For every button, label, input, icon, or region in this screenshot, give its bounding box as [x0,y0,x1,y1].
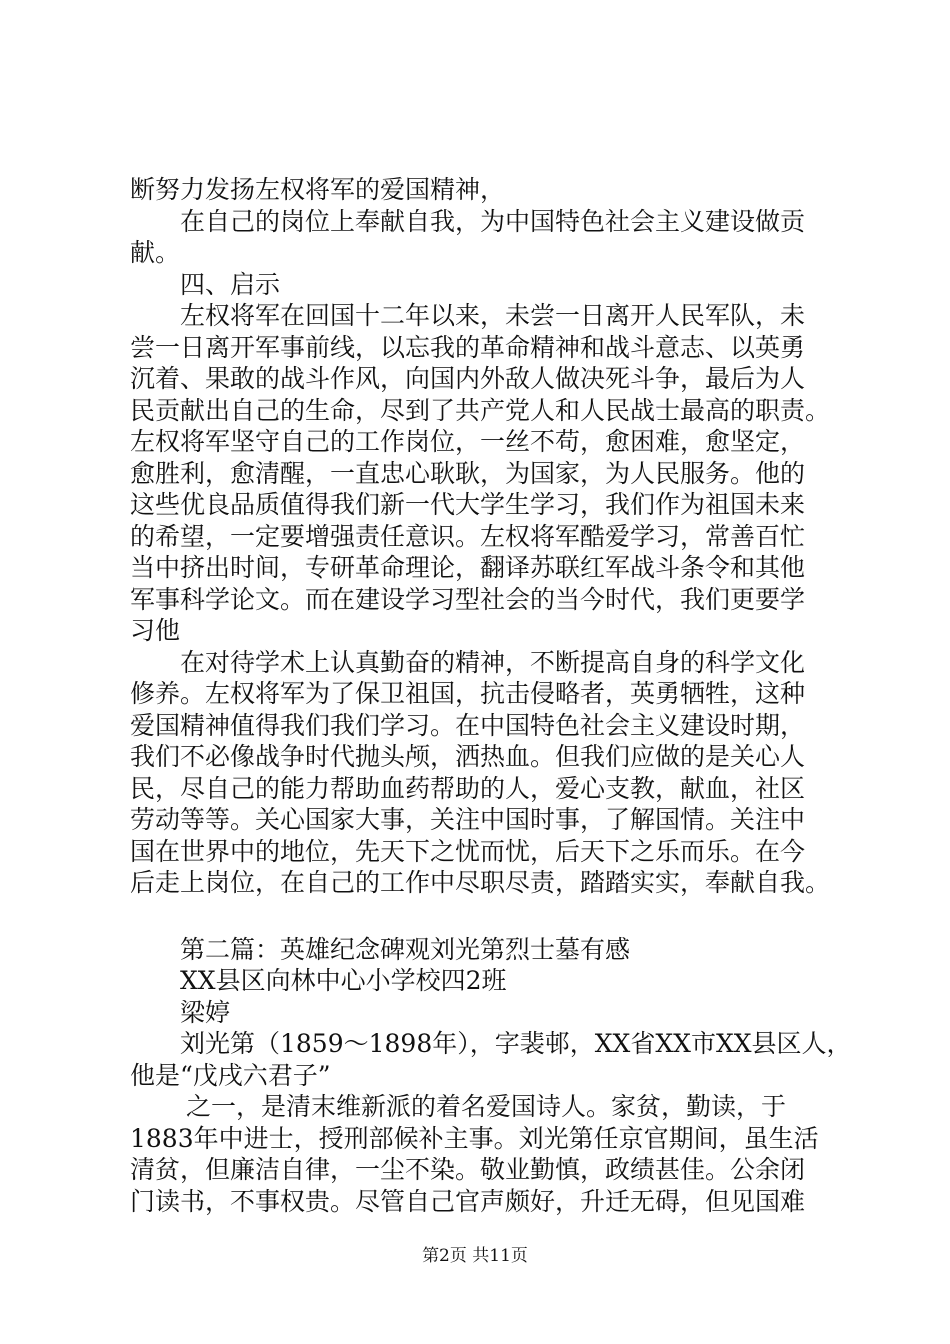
section-heading: 四、启示 [180,269,281,299]
text-line: 愈胜利，愈清醒，一直忠心耿耿，为国家，为人民服务。他的 [130,458,806,488]
text-line: 民贡献出自己的生命，尽到了共产党人和人民战士最高的职责。 [130,395,831,425]
text-line: 沉着、果敢的战斗作风，向国内外敌人做决死斗争，最后为人 [130,364,806,393]
section-one [130,174,842,899]
text-line: 献。 [130,238,181,267]
text-line: 左权将军在回国十二年以来，未尝一日离开人民军队，未 [180,301,806,330]
author-school: XX县区向林中心小学校四2班 [180,966,507,995]
text-line: 民，尽自己的能力帮助血药帮助的人，爱心支教，献血，社区 [130,773,806,803]
text-line: 我们不必像战争时代抛头颅，洒热血。但我们应做的是关心人 [130,742,806,771]
text-line: 他是“戊戌六君子” [130,1060,331,1090]
section-two [130,934,852,1218]
page-footer [0,1244,950,1268]
text-line: 后走上岗位，在自己的工作中尽职尽责，踏踏实实，奉献自我。 [130,868,831,897]
document-body [130,174,852,1217]
text-line: 在对待学术上认真勤奋的精神，不断提高自身的科学文化 [180,647,806,677]
text-line: 习他 [130,616,181,645]
text-line: 修养。左权将军为了保卫祖国，抗击侵略者，英勇牺牲，这种 [130,679,806,708]
section-gap [130,899,842,934]
text-line: 清贫，但廉洁自律，一尘不染。敬业勤慎，政绩甚佳。公余闭 [130,1155,806,1184]
text-line: 军事科学论文。而在建设学习型社会的当今时代，我们更要学 [130,584,806,614]
text-line: 尝一日离开军事前线，以忘我的革命精神和战斗意志、以英勇 [130,332,806,362]
text-line: 国在世界中的地位，先天下之忧而忧，后天下之乐而乐。在今 [130,836,806,866]
article-title: 第二篇：英雄纪念碑观刘光第烈士墓有感 [180,934,631,964]
text-line: 在自己的岗位上奉献自我，为中国特色社会主义建设做贡 [180,206,806,236]
text-line: 左权将军坚守自己的工作岗位，一丝不苟，愈困难，愈坚定， [130,427,806,456]
text-line: 门读书，不事权贵。尽管自己官声颇好，升迁无碍，但见国难 [130,1186,806,1216]
page-indicator: 第2页 共11页 [422,1246,528,1266]
text-line: 刘光第（1859～1898年），字裴邨，XX省XX市XX县区人， [180,1029,852,1058]
text-line: 爱国精神值得我们我们学习。在中国特色社会主义建设时期， [130,710,806,740]
text-line: 的希望，一定要增强责任意识。左权将军酷爱学习，常善百忙 [130,521,806,551]
text-line: 断努力发扬左权将军的爱国精神， [130,175,506,204]
text-line: 之一，是清末维新派的着名爱国诗人。家贫，勤读，于 [186,1092,787,1121]
text-line: 当中挤出时间，专研革命理论，翻译苏联红军战斗条令和其他 [130,553,806,582]
text-line: 劳动等等。关心国家大事，关注中国时事，了解国情。关注中 [130,805,806,834]
text-line: 1883年中进士，授刑部候补主事。刘光第任京官期间，虽生活 [130,1123,819,1153]
author-name: 梁婷 [180,997,231,1027]
text-line: 这些优良品质值得我们新一代大学生学习，我们作为祖国未来 [130,490,806,519]
